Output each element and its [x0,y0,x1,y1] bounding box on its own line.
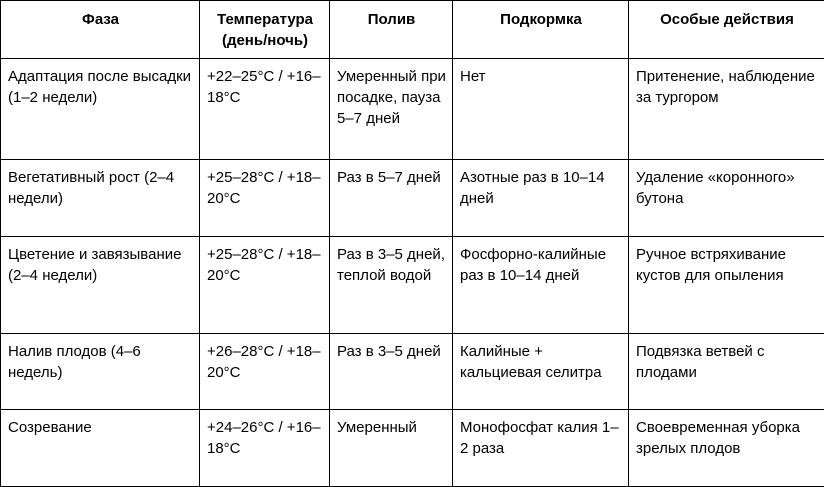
cell-watering: Умеренный при посадке, пауза 5–7 дней [330,59,453,160]
table-row [1,59,824,160]
cell-special-actions: Подвязка ветвей с плодами [629,334,824,410]
cell-special-actions: Удаление «коронного» бутона [629,160,824,237]
cell-watering: Умеренный [330,410,453,487]
cell-feeding: Фосфорно-калийные раз в 10–14 дней [453,237,629,334]
cell-special-actions: Ручное встряхивание кустов для опыления [629,237,824,334]
cell-feeding: Калийные + кальциевая селитра [453,334,629,410]
header-feeding: Подкормка [453,1,629,59]
table-row [1,410,824,487]
cell-watering: Раз в 3–5 дней [330,334,453,410]
header-row [1,1,824,59]
cell-temperature: +25–28°C / +18–20°C [200,160,330,237]
cell-phase: Цветение и завязывание (2–4 недели) [1,237,200,334]
cell-watering: Раз в 5–7 дней [330,160,453,237]
cell-phase: Вегетативный рост (2–4 недели) [1,160,200,237]
table-row [1,160,824,237]
cell-phase: Созревание [1,410,200,487]
header-watering: Полив [330,1,453,59]
cell-special-actions: Своевременная уборка зрелых плодов [629,410,824,487]
cell-temperature: +26–28°C / +18–20°C [200,334,330,410]
cell-feeding: Нет [453,59,629,160]
table-row [1,334,824,410]
cell-phase: Адаптация после высадки (1–2 недели) [1,59,200,160]
cell-feeding: Монофосфат калия 1–2 раза [453,410,629,487]
cell-watering: Раз в 3–5 дней, теплой водой [330,237,453,334]
header-temperature: Температура (день/ночь) [200,1,330,59]
table-row [1,237,824,334]
cell-temperature: +22–25°C / +16–18°C [200,59,330,160]
cell-phase: Налив плодов (4–6 недель) [1,334,200,410]
cell-feeding: Азотные раз в 10–14 дней [453,160,629,237]
cell-temperature: +24–26°C / +16–18°C [200,410,330,487]
cell-special-actions: Притенение, наблюдение за тургором [629,59,824,160]
header-phase: Фаза [1,1,200,59]
cell-temperature: +25–28°C / +18–20°C [200,237,330,334]
header-special-actions: Особые действия [629,1,824,59]
